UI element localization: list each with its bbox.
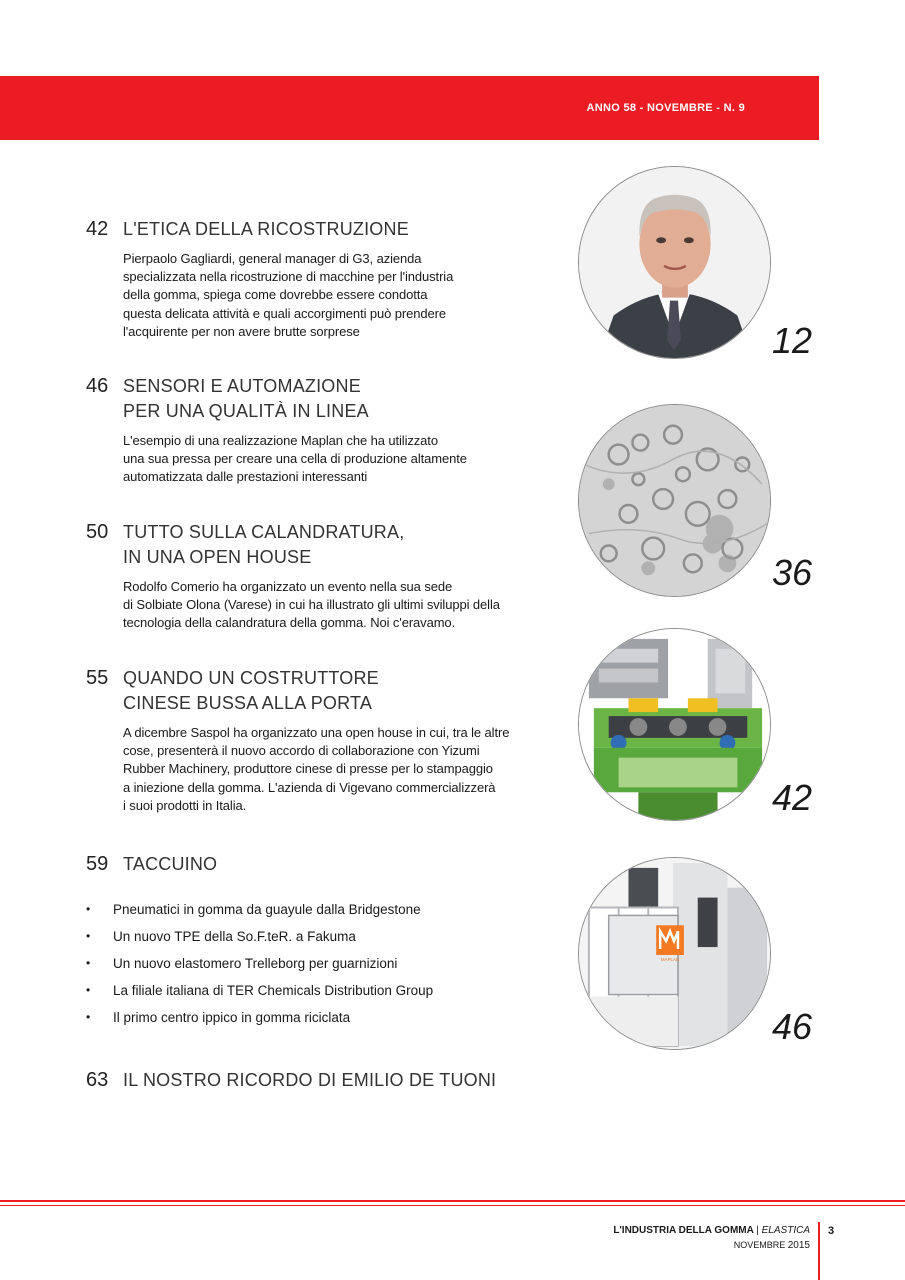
entry-title-line: IN UNA OPEN HOUSE [123, 547, 312, 567]
list-item [86, 1010, 566, 1037]
entry-title [123, 520, 404, 570]
description-line: l'acquirente per non avere brutte sorprese [123, 323, 360, 339]
list-item [86, 929, 566, 956]
press-photo-icon [579, 858, 770, 1049]
description-line: Rodolfo Comerio ha organizzato un evento nella sua sede [123, 579, 453, 594]
entry-page-number: 50 [86, 521, 109, 543]
entry-page-number: 63 [86, 1069, 109, 1091]
footer-page-number: 3 [828, 1225, 835, 1237]
list-item-text: Pneumatici in gomma da guayule dalla Bridgestone [113, 902, 421, 917]
description-line: L'esempio di una realizzazione Maplan che ha utilizzato [123, 433, 438, 448]
description-line: una sua pressa per creare una cella di produzione altamente [123, 451, 467, 467]
description-line: questa delicata attività e quali accorgimenti può prendere [123, 305, 447, 321]
entry-page-number: 55 [86, 667, 109, 689]
entry-title-line: PER UNA QUALITÀ IN LINEA [123, 401, 369, 421]
description-line: Pierpaolo Gagliardi, general manager di G3, azienda [123, 251, 422, 266]
toc-entry[interactable] [86, 217, 556, 341]
photo-page-number: 46 [772, 1006, 813, 1047]
toc-entry[interactable] [86, 852, 556, 877]
bullet-icon: • [86, 956, 91, 970]
entry-title [123, 666, 379, 716]
description-line: della gomma, spiega come dovrebbe essere condotta [123, 287, 428, 303]
description-line: i suoi prodotti in Italia. [123, 797, 247, 813]
entry-description [123, 578, 563, 633]
issue-banner [0, 76, 819, 140]
entry-page-number: 59 [86, 853, 109, 875]
entry-title-line: L'ETICA DELLA RICOSTRUZIONE [123, 219, 409, 239]
press-photo[interactable] [578, 857, 771, 1050]
description-line: cose, presenterà il nuovo accordo di collaborazione con Yizumi [123, 743, 480, 759]
portrait-photo-icon [579, 167, 770, 358]
machine-photo-icon [579, 629, 770, 820]
footer-date [734, 1240, 810, 1251]
entry-title-line: IL NOSTRO RICORDO DI EMILIO DE TUONI [123, 1070, 497, 1090]
photo-page-number: 36 [772, 552, 813, 593]
description-line: Rubber Machinery, produttore cinese di presse per lo stampaggio [123, 761, 493, 777]
list-item-text: Il primo centro ippico in gomma riciclata [113, 1010, 351, 1025]
magazine-subtitle: ELASTICA [761, 1225, 810, 1236]
portrait-photo[interactable] [578, 166, 771, 359]
description-line: a iniezione della gomma. L'azienda di Vigevano commercializzerà [123, 779, 496, 795]
description-line: specializzata nella ricostruzione di macchine per l'industria [123, 269, 454, 285]
bullet-icon: • [86, 902, 91, 916]
entry-title [123, 852, 217, 877]
bullet-icon: • [86, 929, 91, 943]
machine-photo[interactable] [578, 628, 771, 821]
entry-title [123, 374, 369, 424]
microscope-photo-icon [579, 405, 770, 596]
photo-page-number: 12 [772, 320, 813, 361]
taccuino-list [86, 902, 566, 1037]
entry-page-number: 46 [86, 375, 109, 397]
entry-title-line: TACCUINO [123, 854, 218, 874]
footer-rule-thin [0, 1205, 905, 1206]
entry-title-line: QUANDO UN COSTRUTTORE [123, 668, 379, 688]
description-line: A dicembre Saspol ha organizzato una open house in cui, tra le altre [123, 725, 510, 740]
list-item-text: Un nuovo elastomero Trelleborg per guarnizioni [113, 956, 398, 971]
toc-entry[interactable] [86, 520, 556, 633]
toc-entry[interactable] [86, 1068, 556, 1093]
entry-title-line: CINESE BUSSA ALLA PORTA [123, 693, 373, 713]
footer-magazine [613, 1225, 810, 1236]
list-item [86, 956, 566, 983]
entry-title [123, 1068, 496, 1093]
footer-vertical-rule [818, 1222, 820, 1280]
list-item-text: La filiale italiana di TER Chemicals Distribution Group [113, 983, 434, 998]
description-line: automatizzata dalle prestazioni interessanti [123, 469, 368, 485]
bullet-icon: • [86, 983, 91, 997]
toc-entry[interactable] [86, 666, 556, 815]
footer-month: NOVEMBRE [733, 1240, 786, 1250]
toc-entry[interactable] [86, 374, 556, 487]
list-item [86, 983, 566, 1010]
maplan-logo-text: MAPLAN [660, 956, 680, 962]
footer-year: 2015 [787, 1240, 810, 1251]
entry-description [123, 724, 563, 815]
entry-description [123, 432, 556, 487]
list-item-text: Un nuovo TPE della So.F.teR. a Fakuma [113, 929, 356, 944]
entry-title [123, 217, 409, 242]
entry-description [123, 250, 556, 341]
bullet-icon: • [86, 1010, 91, 1024]
magazine-name: L'INDUSTRIA DELLA GOMMA [613, 1225, 754, 1236]
microscope-photo[interactable] [578, 404, 771, 597]
entry-title-line: TUTTO SULLA CALANDRATURA, [123, 522, 405, 542]
photo-page-number: 42 [772, 777, 813, 818]
description-line: di Solbiate Olona (Varese) in cui ha illustrato gli ultimi sviluppi della [123, 597, 500, 613]
footer-rule [0, 1200, 905, 1202]
magazine-separator: | [756, 1225, 759, 1236]
issue-label: ANNO 58 - NOVEMBRE - N. 9 [586, 102, 745, 114]
entry-page-number: 42 [86, 218, 109, 240]
description-line: tecnologia della calandratura della gomma. Noi c'eravamo. [123, 615, 456, 631]
entry-title-line: SENSORI E AUTOMAZIONE [123, 376, 361, 396]
list-item [86, 902, 566, 929]
